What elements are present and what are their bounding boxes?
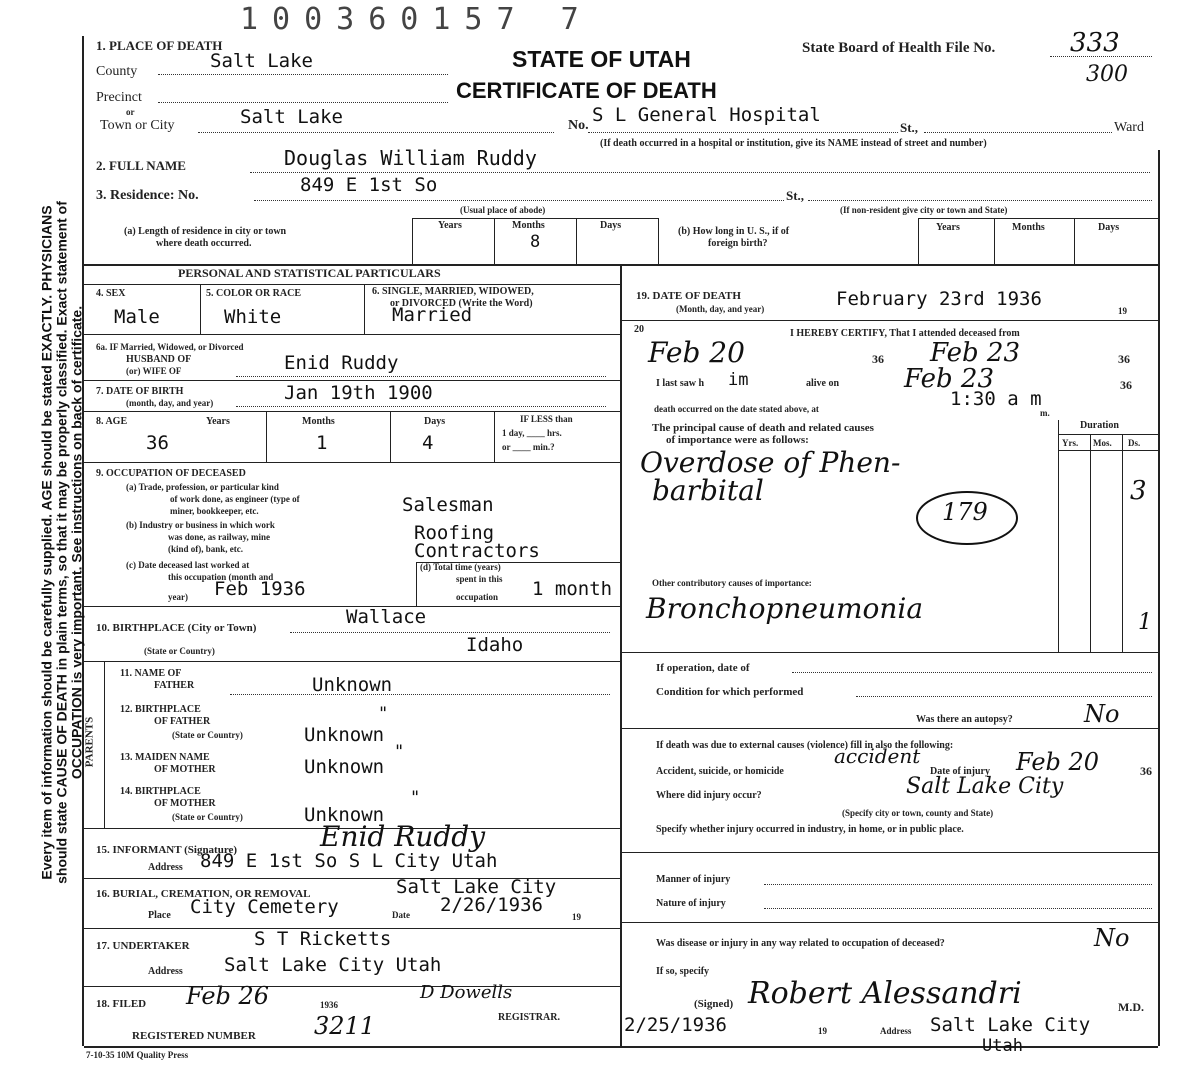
age-label: 8. AGE <box>96 416 128 427</box>
signed-label: (Signed) <box>694 998 734 1010</box>
length-label-a: (a) Length of residence in city or town <box>124 226 287 237</box>
age-col-3 <box>494 411 495 462</box>
father-bp-value: Unknown <box>304 724 385 746</box>
attended-to: Feb 23 <box>930 338 1020 368</box>
institution-line <box>588 132 898 133</box>
institution-value: S L General Hospital <box>592 104 821 126</box>
duration-head-line <box>1058 434 1158 435</box>
or-label: or <box>126 107 135 117</box>
occ-d-col <box>416 562 417 606</box>
occ-b2: was done, as railway, mine <box>168 532 271 542</box>
county-value: Salt Lake <box>210 50 313 72</box>
side-instructions-line-3: OCCUPATION is very important. See instructions on back of certificate. <box>68 305 85 780</box>
father-label-b: FATHER <box>154 680 195 691</box>
duration-label: Duration <box>1080 420 1119 431</box>
divider-row-occ <box>620 922 1158 923</box>
reg-number: 3211 <box>314 1012 376 1040</box>
duration-sub-line <box>1058 450 1158 451</box>
father-bp-label-a: 12. BIRTHPLACE <box>120 704 201 715</box>
divider-row-operation <box>620 652 1158 653</box>
informant-address-label: Address <box>148 862 183 873</box>
occ-b1: (b) Industry or business in which work <box>126 520 275 530</box>
occ-b3: (kind of), bank, etc. <box>168 544 244 554</box>
last-saw-label: I last saw h <box>656 378 705 389</box>
age-days-value: 4 <box>422 432 434 454</box>
autopsy-label: Was there an autopsy? <box>916 714 1013 725</box>
undertaker-address: Salt Lake City Utah <box>224 954 442 976</box>
physician-address-1: Salt Lake City <box>930 1014 1091 1036</box>
industry-question: Specify whether injury occurred in industry, in home, or in public place. <box>656 824 964 835</box>
nonresident-note: (If non-resident give city or town and State) <box>840 205 1008 215</box>
form-right-border <box>1158 150 1160 1046</box>
occupation-trade: Salesman <box>402 494 494 516</box>
occ-disease-value: No <box>1094 924 1130 952</box>
age-years-value: 36 <box>146 432 169 454</box>
occ-d1: (d) Total time (years) <box>420 562 501 572</box>
age-col-2 <box>390 411 391 462</box>
last-saw-him: im <box>728 370 749 390</box>
duration-table-left <box>1058 420 1059 652</box>
divider-row-18 <box>84 986 620 987</box>
place-label: 1. PLACE OF DEATH <box>96 38 223 53</box>
cause-label-b: of importance were as follows: <box>666 434 809 446</box>
mother-label-a: 13. MAIDEN NAME <box>120 752 210 763</box>
spouse-label-a: 6a. IF Married, Widowed, or Divorced <box>96 342 244 352</box>
res-table-years <box>494 218 495 264</box>
last-saw-date: Feb 23 <box>904 364 994 394</box>
father-line <box>230 694 610 695</box>
occ-a1: (a) Trade, profession, or particular kind <box>126 482 279 492</box>
res-months-value: 8 <box>530 232 541 252</box>
birthplace-label: 10. BIRTHPLACE (City or Town) <box>96 622 257 634</box>
other-causes-label: Other contributory causes of importance: <box>652 578 812 588</box>
physician-address-2: Utah <box>982 1036 1023 1056</box>
death-date-label-a: 19. DATE OF DEATH <box>636 290 741 302</box>
father-value: Unknown <box>312 674 393 696</box>
mother-bp-label-b: OF MOTHER <box>154 798 216 809</box>
us-table-top <box>918 218 1158 219</box>
serial-number: 100360157 7 <box>240 2 593 37</box>
race-value: White <box>224 306 282 328</box>
mother-bp-label-a: 14. BIRTHPLACE <box>120 786 201 797</box>
race-col-line <box>364 284 365 334</box>
spouse-value: Enid Ruddy <box>284 352 399 374</box>
operation-label: If operation, date of <box>656 662 750 674</box>
age-years-label: Years <box>206 416 230 427</box>
us-table-years <box>994 218 995 264</box>
autopsy-value: No <box>1084 700 1120 728</box>
res-table-top <box>412 218 658 219</box>
occ-d3: occupation <box>456 592 499 602</box>
operation-line <box>792 672 1152 673</box>
filed-date: Feb 26 <box>186 982 270 1010</box>
divider-row-4 <box>84 334 620 335</box>
occ-a3: miner, bookkeeper, etc. <box>170 506 259 516</box>
residence-line <box>254 200 784 201</box>
occupation-industry-1: Roofing <box>414 522 495 544</box>
occupation-label: 9. OCCUPATION OF DECEASED <box>96 468 246 479</box>
cause-line-1: Overdose of Phen- <box>640 446 901 479</box>
file-number-line <box>1050 56 1152 57</box>
divider-row-7 <box>84 411 620 412</box>
injury-place-label: Where did injury occur? <box>656 790 762 801</box>
physician-signature: Robert Alessandri <box>748 976 1022 1011</box>
mother-value: Unknown <box>304 756 385 778</box>
mother-bp-label-c: (State or Country) <box>172 812 243 822</box>
age-months-value: 1 <box>316 432 328 454</box>
duration-col-mos <box>1090 434 1091 652</box>
us-table-left <box>918 218 919 264</box>
mother-ditto: " <box>394 742 405 762</box>
duration-yrs-label: Yrs. <box>1062 438 1079 448</box>
occ-d2: spent in this <box>456 574 503 584</box>
res-table-left <box>412 218 413 264</box>
manner-label: Manner of injury <box>656 874 731 885</box>
personal-heading: PERSONAL AND STATISTICAL PARTICULARS <box>178 266 441 280</box>
cause-code: 179 <box>942 498 988 526</box>
age-days-label: Days <box>424 416 446 427</box>
attended-from: Feb 20 <box>648 336 745 369</box>
age-months-label: Months <box>302 416 335 427</box>
res-table-months <box>576 218 577 264</box>
burial-year-suffix: 19 <box>572 912 581 922</box>
sex-value: Male <box>114 306 160 328</box>
county-line <box>158 74 448 75</box>
filed-year: 1936 <box>320 1000 338 1010</box>
personal-heading-line <box>84 284 620 285</box>
nature-label: Nature of injury <box>656 898 726 909</box>
mother-label-b: OF MOTHER <box>154 764 216 775</box>
injury-date-label: Date of injury <box>930 766 990 777</box>
marital-label-b: or DIVORCED (Write the Word) <box>390 298 533 309</box>
marital-value: Married <box>392 304 473 326</box>
side-instructions <box>40 13 85 1073</box>
death-date: February 23rd 1936 <box>836 288 1042 310</box>
occupation-total-time: 1 month <box>532 578 613 600</box>
occ-c1: (c) Date deceased last worked at <box>126 560 250 570</box>
specify-city-label: (Specify city or town, county and State) <box>842 808 994 818</box>
mother-bp-ditto: " <box>410 788 421 808</box>
birthplace-state: Idaho <box>466 634 524 656</box>
town-line <box>198 132 554 133</box>
divider-row-external <box>620 728 1158 729</box>
spouse-line <box>236 376 606 377</box>
no-label: No. <box>568 118 589 133</box>
less-label-c: or ____ min.? <box>502 442 555 452</box>
dob-label-a: 7. DATE OF BIRTH <box>96 386 184 397</box>
file-number: 333 <box>1070 28 1120 58</box>
res-table-right <box>658 218 659 264</box>
father-bp-label-c: (State or Country) <box>172 730 243 740</box>
injury-date: Feb 20 <box>1016 748 1100 776</box>
death-time: 1:30 a m <box>950 388 1042 410</box>
column-divider <box>620 264 622 1046</box>
res-years-label: Years <box>438 220 462 231</box>
side-instructions-line-2: should state CAUSE OF DEATH in plain terms, so that it may be properly classified. Exact statement of <box>53 201 70 884</box>
sex-label: 4. SEX <box>96 288 126 299</box>
occ-disease-label: Was disease or injury in any way related to occupation of deceased? <box>656 938 945 949</box>
us-table-months <box>1074 218 1075 264</box>
burial-place: City Cemetery <box>190 896 339 918</box>
last-saw-year: 36 <box>1120 378 1132 392</box>
undertaker-label: 17. UNDERTAKER <box>96 940 190 952</box>
cause-days: 3 <box>1130 476 1147 506</box>
town-label: Town or City <box>100 118 175 133</box>
file-number-2: 300 <box>1086 62 1128 87</box>
sign-year-label: 19 <box>818 1026 827 1036</box>
manner-line <box>764 884 1152 885</box>
md-label: M.D. <box>1118 1000 1144 1014</box>
duration-mos-label: Mos. <box>1093 438 1112 448</box>
parents-box-line <box>104 662 105 828</box>
time-suffix: m. <box>1040 408 1050 418</box>
duration-ds-label: Ds. <box>1128 438 1141 448</box>
accident-value: accident <box>834 744 921 768</box>
occupation-last-worked: Feb 1936 <box>214 578 306 600</box>
full-name-value: Douglas William Ruddy <box>284 146 537 170</box>
occupation-industry-2: Contractors <box>414 540 540 562</box>
dob-value: Jan 19th 1900 <box>284 382 433 404</box>
spouse-label-c: (or) WIFE OF <box>126 366 182 376</box>
condition-line <box>856 696 1152 697</box>
divider-row-19 <box>620 320 1158 321</box>
undertaker-name: S T Ricketts <box>254 928 392 950</box>
occurred-label: death occurred on the date stated above, at <box>654 404 819 414</box>
marital-label-a: 6. SINGLE, MARRIED, WIDOWED, <box>372 286 534 297</box>
burial-label: 16. BURIAL, CREMATION, OR REMOVAL <box>96 888 311 900</box>
parents-side-label: PARENTS <box>83 716 96 768</box>
abode-note: (Usual place of abode) <box>460 205 546 215</box>
cause-label-a: The principal cause of death and related causes <box>652 422 874 434</box>
to-year: 36 <box>1118 352 1130 366</box>
less-label-a: IF LESS than <box>520 414 573 424</box>
father-label-a: 11. NAME OF <box>120 668 182 679</box>
sign-date: 2/25/1936 <box>624 1014 727 1036</box>
informant-address: 849 E 1st So S L City Utah <box>200 850 498 872</box>
informant-signature: Enid Ruddy <box>320 820 486 853</box>
injury-year: 36 <box>1140 764 1152 778</box>
divider-row-6a <box>84 380 620 381</box>
death-year-suffix: 19 <box>1118 306 1127 316</box>
father-bp-ditto: " <box>378 704 389 724</box>
us-label-a: (b) How long in U. S., if of <box>678 226 790 237</box>
duration-col-ds <box>1122 434 1123 652</box>
residence-label: 3. Residence: No. <box>96 188 199 203</box>
informant-label: 15. INFORMANT (Signature) <box>96 844 238 856</box>
residence-value: 849 E 1st So <box>300 174 438 196</box>
divider-row-manner <box>620 852 1158 853</box>
place-note: (If death occurred in a hospital or institution, give its NAME instead of street and number) <box>600 138 987 149</box>
us-months-label: Months <box>1012 222 1045 233</box>
from-year: 36 <box>872 352 884 366</box>
side-instructions-line-1: Every item of information should be carefully supplied. AGE should be stated EXACTLY. PHYSICIANS <box>38 205 55 880</box>
occ-c2: this occupation (month and <box>168 572 274 582</box>
registrar-label: REGISTRAR. <box>498 1012 560 1023</box>
registrar-signature: D Dowells <box>420 982 513 1003</box>
town-value: Salt Lake <box>240 106 343 128</box>
us-days-label: Days <box>1098 222 1120 233</box>
county-label: County <box>96 64 138 79</box>
residence-st-label: St., <box>786 188 805 203</box>
dob-line <box>236 406 606 407</box>
father-bp-label-b: OF FATHER <box>154 716 211 727</box>
condition-label: Condition for which performed <box>656 686 804 698</box>
birthplace-state-label: (State or Country) <box>144 646 215 656</box>
external-label: If death was due to external causes (violence) fill in also the following: <box>656 740 954 751</box>
injury-place: Salt Lake City <box>906 774 1064 799</box>
spouse-label-b: HUSBAND OF <box>126 354 192 365</box>
birthplace-city: Wallace <box>346 606 427 628</box>
other-causes: Bronchopneumonia <box>646 592 924 625</box>
st-label: St., <box>900 120 919 135</box>
residence-st-line <box>808 200 1152 201</box>
occ-a2: of work done, as engineer (type of <box>170 494 300 504</box>
divider-row-8 <box>84 462 620 463</box>
precinct-line <box>158 102 448 103</box>
state-heading: STATE OF UTAH <box>512 46 691 72</box>
accident-label: Accident, suicide, or homicide <box>656 766 784 777</box>
physician-address-label: Address <box>880 1026 912 1036</box>
cause-code-circle <box>912 486 1022 550</box>
birthplace-line <box>290 632 610 633</box>
filed-label: 18. FILED <box>96 998 147 1010</box>
less-label-b: 1 day, ____ hrs. <box>502 428 562 438</box>
burial-date: 2/26/1936 <box>440 894 543 916</box>
burial-city: Salt Lake City <box>396 876 557 898</box>
ward-label: Ward <box>1114 120 1144 135</box>
reg-number-label: REGISTERED NUMBER <box>132 1030 256 1042</box>
footer-imprint: 7-10-35 10M Quality Press <box>86 1050 189 1060</box>
race-label: 5. COLOR OR RACE <box>206 288 302 299</box>
cause-line-2: barbital <box>652 474 764 507</box>
us-years-label: Years <box>936 222 960 233</box>
burial-place-label: Place <box>148 910 171 921</box>
full-name-line <box>250 172 1150 173</box>
other-days: 1 <box>1138 610 1152 635</box>
burial-date-label: Date <box>392 910 410 920</box>
death-date-label-b: (Month, day, and year) <box>676 304 765 314</box>
certify-text: I HEREBY CERTIFY, That I attended deceased from <box>790 328 1020 339</box>
if-so-label: If so, specify <box>656 966 710 977</box>
res-days-label: Days <box>600 220 622 231</box>
sex-col-line <box>200 284 201 334</box>
age-col-1 <box>266 411 267 462</box>
undertaker-address-label: Address <box>148 966 183 977</box>
us-label-b: foreign birth? <box>708 238 768 249</box>
full-name-label: 2. FULL NAME <box>96 158 186 173</box>
divider-row-11 <box>84 661 620 662</box>
certificate-title: CERTIFICATE OF DEATH <box>456 78 717 103</box>
nature-line <box>764 908 1152 909</box>
occ-c3: year) <box>168 592 188 602</box>
dob-label-b: (month, day, and year) <box>126 398 214 408</box>
res-months-label: Months <box>512 220 545 231</box>
length-label-b: where death occurred. <box>156 238 252 249</box>
file-label: State Board of Health File No. <box>802 40 996 56</box>
item-20: 20 <box>634 324 644 335</box>
st-line <box>924 132 1112 133</box>
mother-bp-value: Unknown <box>304 804 385 826</box>
precinct-label: Precinct <box>96 90 142 105</box>
alive-label: alive on <box>806 378 840 389</box>
